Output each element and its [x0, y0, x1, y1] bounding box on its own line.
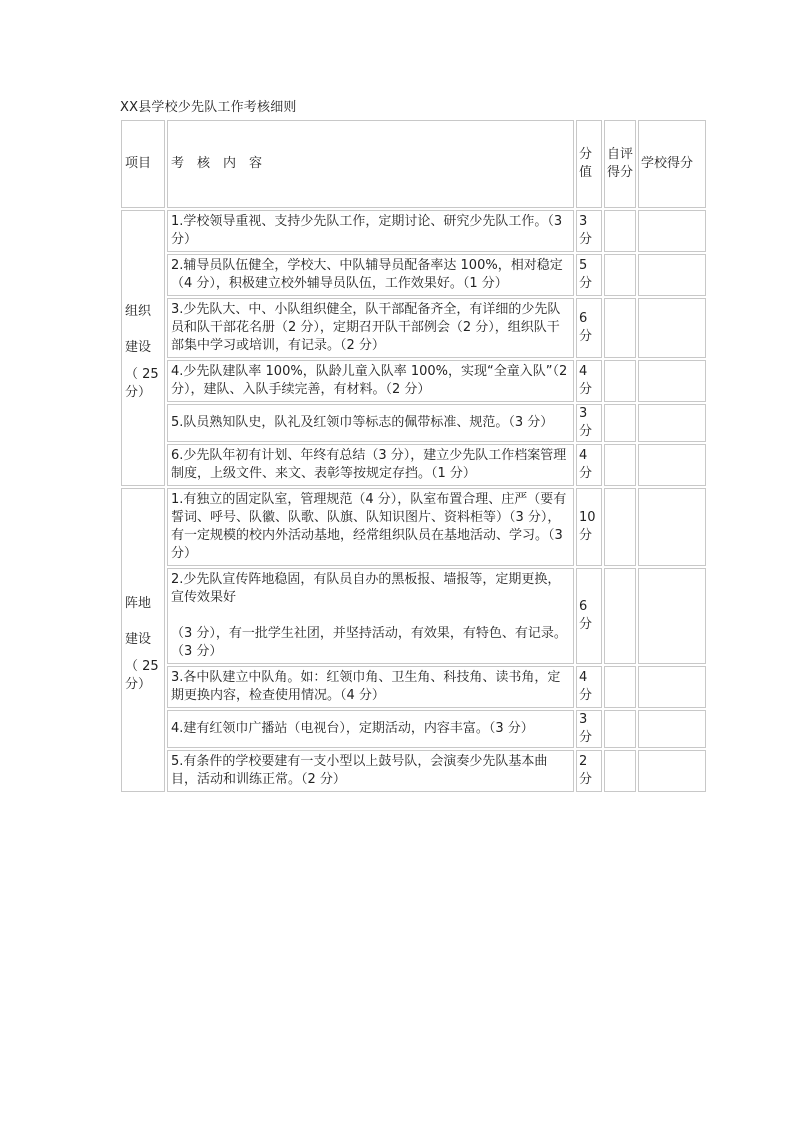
table-row — [121, 210, 706, 252]
item-score: 5 分 — [576, 254, 602, 296]
header-school-score: 学校得分 — [638, 120, 706, 208]
item-content: 6.少先队年初有计划、年终有总结（3 分），建立少先队工作档案管理制度，上级文件、来文、表彰等按规定存挡。（1 分） — [167, 444, 574, 486]
school-score-cell[interactable] — [638, 444, 706, 486]
document-title: XX县学校少先队工作考核细则 — [120, 100, 297, 115]
section-base-name — [121, 488, 165, 792]
school-score-cell[interactable] — [638, 254, 706, 296]
header-project: 项目 — [121, 120, 165, 208]
section-org-name — [121, 210, 165, 486]
item-score: 6 分 — [576, 298, 602, 358]
school-score-cell[interactable] — [638, 404, 706, 442]
self-score-cell[interactable] — [604, 360, 636, 402]
self-score-cell[interactable] — [604, 666, 636, 708]
school-score-cell[interactable] — [638, 666, 706, 708]
school-score-cell[interactable] — [638, 488, 706, 566]
item-content: 5.队员熟知队史，队礼及红领巾等标志的佩带标准、规范。（3 分） — [167, 404, 574, 442]
section-points: （ 25 分） — [125, 367, 159, 400]
table-row — [121, 710, 706, 748]
item-score: 3 分 — [576, 210, 602, 252]
table-row — [121, 404, 706, 442]
paragraph-gap — [171, 607, 570, 625]
section-points: （ 25 分） — [125, 659, 159, 692]
item-content: 5.有条件的学校要建有一支小型以上鼓号队，会演奏少先队基本曲目，活动和训练正常。（2 分） — [167, 750, 574, 792]
item-content-part: （3 分），有一批学生社团，并坚持活动，有效果，有特色、有记录。（3 分） — [171, 626, 567, 659]
self-score-cell[interactable] — [604, 710, 636, 748]
item-score: 4 分 — [576, 360, 602, 402]
table-row — [121, 568, 706, 664]
header-self-score: 自评得分 — [604, 120, 636, 208]
header-content: 考 核 内 容 — [167, 120, 574, 208]
self-score-cell[interactable] — [604, 254, 636, 296]
self-score-cell[interactable] — [604, 404, 636, 442]
self-score-cell[interactable] — [604, 568, 636, 664]
table-row — [121, 666, 706, 708]
table-row — [121, 298, 706, 358]
table-header-row — [121, 120, 706, 208]
school-score-cell[interactable] — [638, 710, 706, 748]
section-name-line: 组织 — [125, 304, 152, 319]
table-row — [121, 360, 706, 402]
table-row — [121, 488, 706, 566]
item-content: 3.各中队建立中队角。如：红领巾角、卫生角、科技角、读书角，定期更换内容，检查使用情况。（4 分） — [167, 666, 574, 708]
item-score: 3 分 — [576, 710, 602, 748]
table-row — [121, 750, 706, 792]
item-score: 2 分 — [576, 750, 602, 792]
self-score-cell[interactable] — [604, 210, 636, 252]
table-row — [121, 444, 706, 486]
header-score: 分值 — [576, 120, 602, 208]
item-content: 4.少先队建队率 100%，队龄儿童入队率 100%，实现“全童入队”（2 分），建队、入队手续完善，有材料。（2 分） — [167, 360, 574, 402]
item-score: 10 分 — [576, 488, 602, 566]
item-content: 4.建有红领巾广播站（电视台），定期活动，内容丰富。（3 分） — [167, 710, 574, 748]
section-name-line: 建设 — [125, 340, 152, 355]
item-score: 3 分 — [576, 404, 602, 442]
item-content: 1.有独立的固定队室，管理规范（4 分），队室布置合理、庄严（要有誓词、呼号、队徽、队歌、队旗、队知识图片、资料柜等）（3 分），有一定规模的校内外活动基地，经常组织队员在基地活动、学习。（3 分） — [167, 488, 574, 566]
item-content: 3.少先队大、中、小队组织健全，队干部配备齐全，有详细的少先队员和队干部花名册（2 分），定期召开队干部例会（2 分），组织队干部集中学习或培训，有记录。（2 分） — [167, 298, 574, 358]
assessment-table-wrapper — [119, 118, 708, 794]
school-score-cell[interactable] — [638, 360, 706, 402]
item-content — [167, 568, 574, 664]
section-name-line: 阵地 — [125, 596, 152, 611]
school-score-cell[interactable] — [638, 568, 706, 664]
self-score-cell[interactable] — [604, 488, 636, 566]
school-score-cell[interactable] — [638, 750, 706, 792]
item-content-part: 2.少先队宣传阵地稳固，有队员自办的黑板报、墙报等，定期更换，宣传效果好 — [171, 572, 561, 605]
item-content: 1.学校领导重视、支持少先队工作，定期讨论、研究少先队工作。（3 分） — [167, 210, 574, 252]
item-score: 6 分 — [576, 568, 602, 664]
item-score: 4 分 — [576, 444, 602, 486]
self-score-cell[interactable] — [604, 444, 636, 486]
section-name-line: 建设 — [125, 632, 152, 647]
self-score-cell[interactable] — [604, 750, 636, 792]
school-score-cell[interactable] — [638, 298, 706, 358]
self-score-cell[interactable] — [604, 298, 636, 358]
item-content: 2.辅导员队伍健全，学校大、中队辅导员配备率达 100%，相对稳定（4 分），积极建立校外辅导员队伍，工作效果好。（1 分） — [167, 254, 574, 296]
school-score-cell[interactable] — [638, 210, 706, 252]
item-score: 4 分 — [576, 666, 602, 708]
table-row — [121, 254, 706, 296]
assessment-table — [119, 118, 708, 794]
